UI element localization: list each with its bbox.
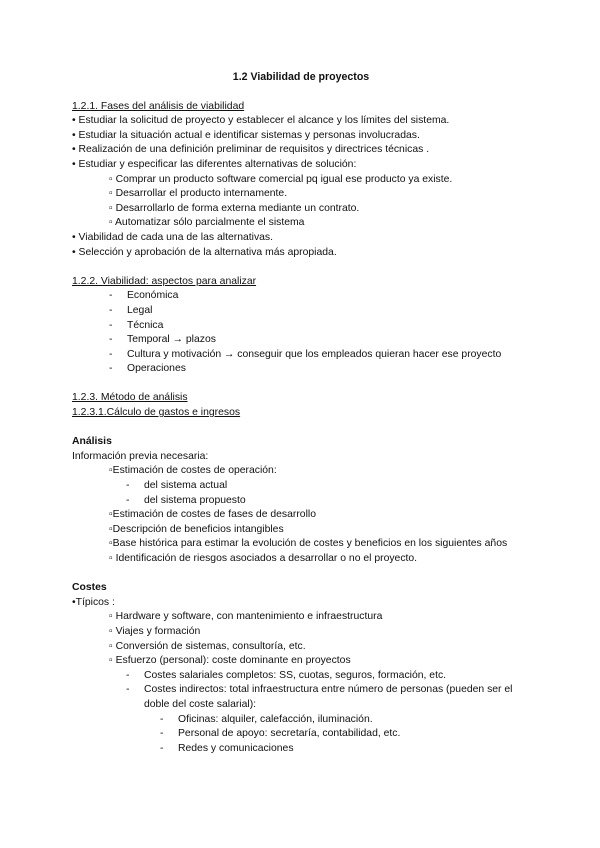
dash-list-item bbox=[72, 713, 530, 728]
list-item-text: Costes salariales completos: SS, cuotas, seguros, formación, etc. bbox=[144, 669, 447, 681]
costes-tipicos: •Típicos : bbox=[72, 596, 115, 608]
section-heading-metodo: 1.2.3. Método de análisis bbox=[72, 392, 188, 404]
analisis-item: ▫ Identificación de riesgos asociados a desarrollar o no el proyecto. bbox=[109, 553, 418, 564]
dash-marker: - bbox=[160, 713, 164, 725]
dash-marker: - bbox=[160, 728, 164, 740]
list-item-text: del sistema actual bbox=[144, 480, 228, 492]
sub-bullet-item: ▫ Comprar un producto software comercial pq igual ese producto ya existe. bbox=[109, 173, 453, 185]
sub-bullet-item: ▫ Desarrollar el producto internamente. bbox=[109, 188, 288, 200]
dash-list-item bbox=[72, 494, 530, 509]
analisis-heading: Análisis bbox=[72, 436, 112, 448]
dash-list-item bbox=[72, 727, 530, 742]
dash-marker: - bbox=[126, 669, 130, 681]
dash-marker: - bbox=[109, 304, 113, 316]
dash-marker: - bbox=[126, 494, 130, 506]
list-item-text: Cultura y motivación → conseguir que los empleados quieran hacer ese proyecto bbox=[127, 348, 502, 360]
dash-list-item bbox=[72, 742, 530, 757]
bullet-item: • Estudiar y especificar las diferentes alternativas de solución: bbox=[72, 158, 357, 170]
dash-marker: - bbox=[109, 363, 113, 375]
list-item-text: Operaciones bbox=[127, 363, 186, 375]
list-item-text: del sistema propuesto bbox=[144, 494, 246, 506]
dash-marker: - bbox=[109, 348, 113, 360]
analisis-item: ▫Estimación de costes de fases de desarrollo bbox=[109, 509, 316, 521]
costes-item: ▫ Hardware y software, con mantenimiento e infraestructura bbox=[109, 611, 383, 623]
list-item-text: Personal de apoyo: secretaría, contabilidad, etc. bbox=[178, 728, 401, 740]
bullet-item: • Estudiar la solicitud de proyecto y establecer el alcance y los límites del sistema. bbox=[72, 115, 450, 127]
dash-list-item bbox=[72, 362, 530, 377]
bullet-item: • Viabilidad de cada una de las alternativas. bbox=[72, 231, 274, 243]
subsection-heading-calculo: 1.2.3.1.Cálculo de gastos e ingresos bbox=[72, 407, 241, 419]
list-item-text: Redes y comunicaciones bbox=[178, 742, 294, 754]
costes-item: ▫ Esfuerzo (personal): coste dominante en proyectos bbox=[109, 655, 351, 667]
document-page bbox=[72, 70, 530, 756]
dash-list-item bbox=[72, 348, 530, 363]
dash-marker: - bbox=[109, 319, 113, 331]
dash-marker: - bbox=[109, 334, 113, 346]
costes-item: ▫ Viajes y formación bbox=[109, 625, 201, 637]
dash-list-item bbox=[72, 289, 530, 304]
costes-heading: Costes bbox=[72, 582, 107, 594]
bullet-item: • Selección y aprobación de la alternativa más apropiada. bbox=[72, 246, 337, 258]
list-item-text: Económica bbox=[127, 290, 179, 302]
bullet-item: • Realización de una definición preliminar de requisitos y directrices técnicas . bbox=[72, 144, 430, 156]
list-item-text: Oficinas: alquiler, calefacción, iluminación. bbox=[178, 713, 373, 725]
dash-list-item bbox=[72, 319, 530, 334]
section-heading-aspectos: 1.2.2. Viabilidad: aspectos para analizar bbox=[72, 275, 257, 287]
sub-bullet-item: ▫ Automatizar sólo parcialmente el sistema bbox=[109, 217, 305, 229]
dash-marker: - bbox=[126, 480, 130, 492]
bullet-item: • Estudiar la situación actual e identificar sistemas y personas involucradas. bbox=[72, 129, 420, 141]
analisis-intro: Información previa necesaria: bbox=[72, 450, 209, 462]
dash-list-item bbox=[72, 333, 530, 348]
dash-list-item bbox=[72, 669, 530, 684]
analisis-item: ▫Base histórica para estimar la evolución de costes y beneficios en los siguientes años bbox=[109, 538, 508, 550]
list-item-text: Costes indirectos: total infraestructura entre número de personas (pueden ser el doble del coste salarial): bbox=[144, 684, 513, 710]
dash-marker: - bbox=[126, 684, 130, 696]
analisis-item: ▫Descripción de beneficios intangibles bbox=[109, 523, 284, 535]
sub-bullet-item: ▫ Desarrollarlo de forma externa mediante un contrato. bbox=[109, 202, 360, 214]
dash-list-item bbox=[72, 683, 530, 712]
section-heading-fases: 1.2.1. Fases del análisis de viabilidad bbox=[72, 100, 245, 112]
dash-list-item bbox=[72, 304, 530, 319]
document-title: 1.2 Viabilidad de proyectos bbox=[232, 71, 370, 83]
list-item-text: Temporal → plazos bbox=[127, 334, 216, 346]
costes-item: ▫ Conversión de sistemas, consultoría, etc. bbox=[109, 640, 306, 652]
dash-marker: - bbox=[160, 742, 164, 754]
list-item-text: Legal bbox=[127, 304, 153, 316]
dash-marker: - bbox=[109, 290, 113, 302]
analisis-item: ▫Estimación de costes de operación: bbox=[109, 465, 277, 477]
dash-list-item bbox=[72, 479, 530, 494]
list-item-text: Técnica bbox=[127, 319, 164, 331]
